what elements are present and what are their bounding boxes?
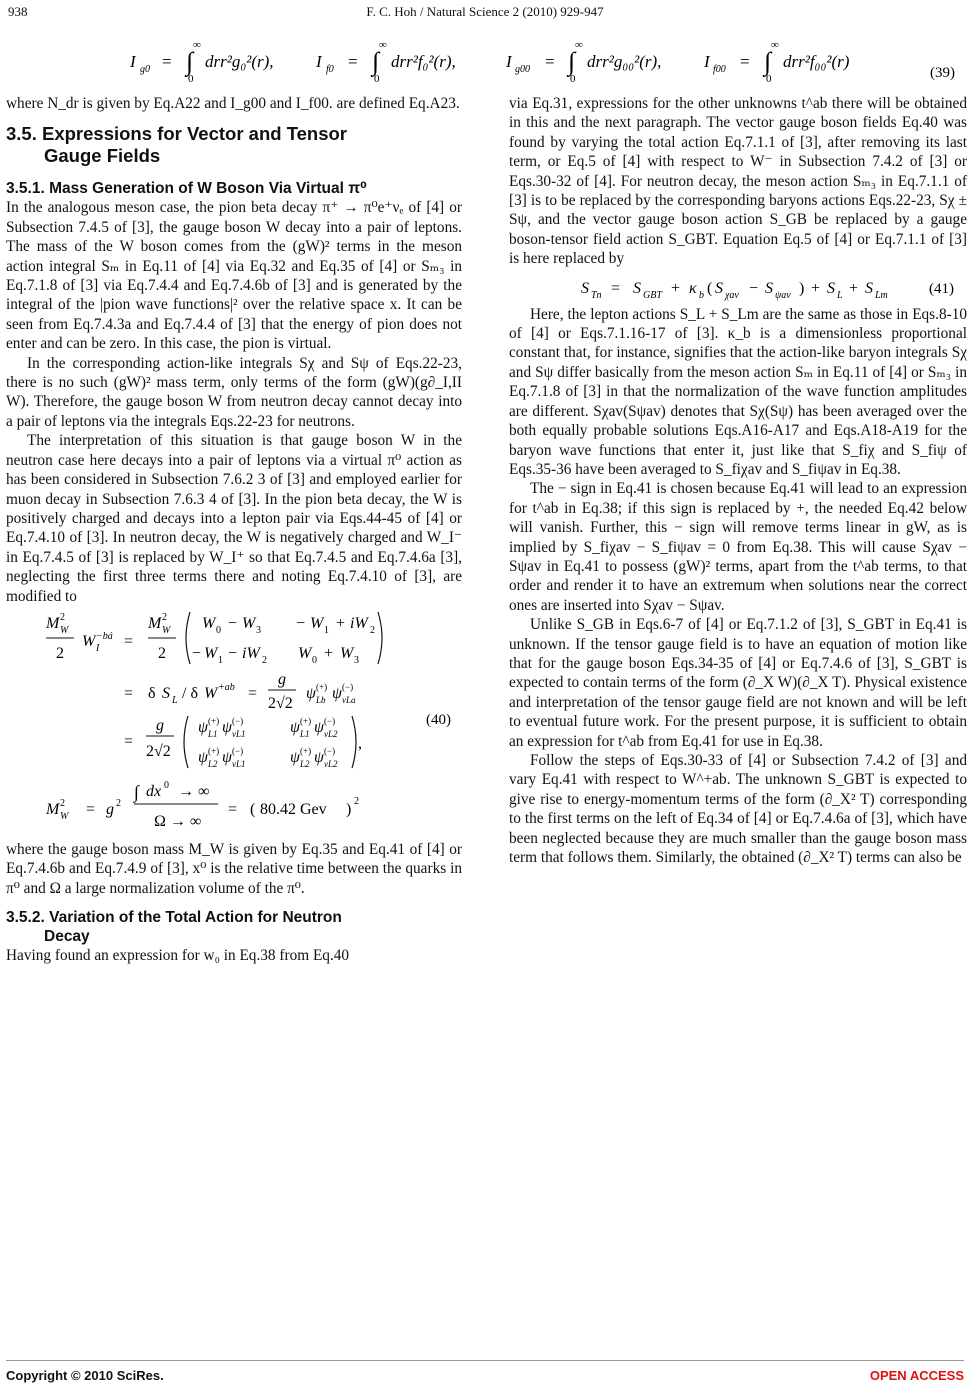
svg-text:iW: iW xyxy=(242,644,260,662)
right-column xyxy=(509,94,967,867)
right-para-3: The − sign in Eq.41 is chosen because Eq.41 will lead to an expression for t^ab in Eq.38; if this sign is replaced by +, the needed Eq.42 below will vanish. Further, this − sign will remove terms linear in gW, as is implied by S_fiχav − S_fiψav = 0 from Eq.38. This will cause Sχav − Sψav in Eq.41 to possess (gW)² terms, apart from the t^ab terms, to that order and render it to have an extremum when solutions near the correct ones are inserted into Sχav − Sψav. xyxy=(509,480,967,614)
svg-text:∫: ∫ xyxy=(134,781,139,802)
svg-text:2: 2 xyxy=(116,797,121,809)
eq39-sub-3: g00 xyxy=(515,64,530,75)
svg-text:W: W xyxy=(60,810,69,822)
svg-text:W: W xyxy=(204,644,218,662)
eq39-lower-4: 0 xyxy=(766,73,772,82)
svg-text:=: = xyxy=(124,632,134,650)
svg-text:L: L xyxy=(837,289,843,301)
svg-text:=: = xyxy=(228,800,238,818)
svg-text:(−): (−) xyxy=(232,745,244,756)
svg-text:/ δ: / δ xyxy=(182,684,198,702)
svg-text:2: 2 xyxy=(60,797,65,809)
section-3-5-2-title-line2: Decay xyxy=(44,928,90,946)
svg-text:ψ: ψ xyxy=(290,748,300,766)
eq39-sub-2: f0 xyxy=(326,64,334,75)
equation-41 xyxy=(509,269,967,305)
svg-text:S: S xyxy=(633,279,641,297)
right-para-4: Unlike S_GB in Eqs.6-7 of [4] or Eq.7.1.2 of [3], S_GBT in Eq.41 is unknown. If the tensor gauge field is to have an equation of motion like that for the gauge boson Eqs.34-35 of [4] or Eq.7.4.6 of [3], S_GBT is expected to contain terms of the form (∂_X W)(∂_X T). Physical existence and interpretation of the tensor gauge field are not known and will be left to eventual future work. For the present purpose, it is sufficient to obtain an expression for t^ab from Eq.41 for use in Eq.38. xyxy=(509,616,967,750)
running-title: F. C. Hoh / Natural Science 2 (2010) 929-947 xyxy=(366,4,604,19)
right-para-2: Here, the lepton actions S_L + S_Lm are the same as those in Eqs.8-10 of [4] or Eqs.7.1.16-17 of [3]. κ_b is a dimensionless proportional constant that, for instance, signifies that the action-like baryon integrals Sχ and Sψ differ basically from the meson action Sₘ in Eq.11 of [4] or Sₘ₃ in Eq.7.1.8 of [3] in that the normalization of the wave function amplitudes are different. Sχav(Sψav) denotes that Sχ(Sψ) has been averaged over the both equally probable solutions Eqs.A16-A17 and Eqs.A18-A19 for the baryon wave functions that enter it, just like that S_fiχ and S_fiψ of Eqs.35-36 have been averaged to S_fiχav and S_fiψav in Eq.38. xyxy=(509,305,967,478)
equation-40-mass xyxy=(6,778,462,840)
eq39-lhs-2: I xyxy=(316,52,322,71)
svg-text:(−): (−) xyxy=(342,681,354,692)
svg-text:→ ∞: → ∞ xyxy=(178,782,210,800)
svg-text:2√2: 2√2 xyxy=(268,694,293,712)
svg-text:L1: L1 xyxy=(208,728,218,739)
eq39-upper-4: ∞ xyxy=(771,39,779,51)
eq40-mass-value: 80.42 Gev xyxy=(260,800,327,818)
equation-39-graphic xyxy=(0,22,970,82)
section-3-5-heading xyxy=(6,123,462,167)
eq39-integrand-2: drr²f₀²(r), xyxy=(391,52,456,71)
svg-text:3: 3 xyxy=(256,624,261,636)
svg-text:(−): (−) xyxy=(324,715,336,726)
svg-text:=: = xyxy=(162,52,172,71)
svg-text:M: M xyxy=(46,614,60,632)
svg-text:1: 1 xyxy=(324,624,329,636)
right-para-5: Follow the steps of Eqs.30-33 of [4] or Subsection 7.4.2 of [3] and vary Eq.41 with respect to W^+ab. The unknown S_GBT is expected to give rise to energy-momentum terms of the form (∂_X² T) corresponding to the first terms on the left of Eq.34 of [4] or Eq.7.4.6a of [3], which have been neglected because they are much smaller than the gauge boson mass term that follows them. Similarly, the obtained (∂_X² T) terms can also be xyxy=(509,752,967,867)
section-3-5-title-line1: Expressions for Vector and Tensor xyxy=(42,123,347,145)
svg-text:=: = xyxy=(545,52,555,71)
svg-text:+: + xyxy=(671,279,681,297)
svg-text:∫: ∫ xyxy=(372,47,380,76)
svg-text:∫: ∫ xyxy=(568,47,576,76)
section-3-5-number: 3.5. xyxy=(6,123,37,145)
left-para-2: In the analogous meson case, the pion beta decay π⁺ → π⁰e⁺νₑ of [4] or Subsection 7.4.5 of [3], the gauge boson W decay into a pair of leptons. The mass of the W boson comes from the (gW)² terms in the meson action integral Sₘ in Eq.11 of [4] via Eq.32 and Eq.35 of [4] or Sₘ₃ in Eq.7.1.8 of [3] via Eq.7.4.4 and Eq.7.4.6b of [3] and is generated by the integral of the |pion wave functions|² over the relative space x. It can be seen from Eq.7.4.3a and Eq.7.4.4 of [3] that the energy of pion does not enter and can be zero. In this case, the pion is virtual. xyxy=(6,199,462,353)
svg-text:GBT: GBT xyxy=(643,289,662,301)
svg-text:2: 2 xyxy=(56,644,64,662)
svg-text:b: b xyxy=(699,289,704,301)
svg-text:ψ: ψ xyxy=(306,684,316,702)
svg-text:−: − xyxy=(749,279,759,297)
svg-text:ψ: ψ xyxy=(222,718,232,736)
svg-text:S: S xyxy=(715,279,723,297)
svg-text:κ: κ xyxy=(689,279,697,297)
svg-text:−: − xyxy=(228,614,238,632)
equation-40-graphic xyxy=(6,606,462,778)
svg-text:−bá: −bá xyxy=(96,630,113,642)
eq39-integrand-1: drr²g₀²(r), xyxy=(205,52,274,71)
svg-text:νLa: νLa xyxy=(342,694,356,705)
svg-text:S: S xyxy=(765,279,773,297)
svg-text:ψ: ψ xyxy=(314,748,324,766)
eq39-lhs-1: I xyxy=(130,52,136,71)
equation-40-mass-graphic xyxy=(6,778,462,840)
section-3-5-2-title-line1: 3.5.2. Variation of the Total Action for Neutron xyxy=(6,909,342,927)
left-para-6: Having found an expression for w₀ in Eq.38 from Eq.40 xyxy=(6,947,350,965)
svg-text:2: 2 xyxy=(158,644,166,662)
right-para-1: via Eq.31, expressions for the other unknowns t^ab there will be obtained in this and the next paragraph. The vector gauge boson fields Eq.40 was found by varying the total action Eq.7.1.1 of [3], after removing its last term, or Eq.5 of [4] with respect to W⁻ in Subsection 7.4.2 of [3] or Eqs.30-32 of [4]. For neutron decay, the meson action Sₘ₃ in Eq.7.1.1 of [3] is to be replaced by the corresponding baryons actions Eqs.22-23, Sχ ± Sψ, and the vector gauge boson action S_GB be replaced by a gauge boson-tensor field action S_GBT. Equation Eq.5 of [4] or Eq.7.1.1 of [3] is here replaced by xyxy=(509,95,967,268)
svg-text:=: = xyxy=(86,800,96,818)
svg-text:νL1: νL1 xyxy=(232,758,246,769)
svg-text:=: = xyxy=(124,732,134,750)
svg-text:g: g xyxy=(156,716,164,734)
svg-text:S: S xyxy=(162,684,170,702)
svg-text:2: 2 xyxy=(262,654,267,666)
svg-text:ψ: ψ xyxy=(332,684,342,702)
svg-text:W: W xyxy=(298,644,312,662)
svg-text:−: − xyxy=(192,644,202,662)
eq39-lhs-4: I xyxy=(704,52,710,71)
svg-text:L2: L2 xyxy=(300,758,310,769)
svg-text:S: S xyxy=(581,279,589,297)
svg-text:): ) xyxy=(346,800,352,818)
svg-text:(+): (+) xyxy=(300,745,312,756)
svg-text:ψ: ψ xyxy=(314,718,324,736)
svg-text:W: W xyxy=(162,624,171,636)
svg-text:δ: δ xyxy=(148,684,156,702)
eq40-number: (40) xyxy=(426,711,451,728)
footer-open-access: OPEN ACCESS xyxy=(869,1368,964,1383)
svg-text:W: W xyxy=(310,614,324,632)
svg-text:3: 3 xyxy=(354,654,359,666)
svg-text:=: = xyxy=(124,684,134,702)
svg-text:ψav: ψav xyxy=(775,289,791,301)
svg-text:ψ: ψ xyxy=(198,718,208,736)
svg-text:I: I xyxy=(96,642,100,654)
eq39-sub-1: g0 xyxy=(140,64,150,75)
svg-text:=: = xyxy=(611,279,621,297)
svg-text:Lm: Lm xyxy=(875,289,888,301)
svg-text:2: 2 xyxy=(354,795,359,807)
svg-text:+: + xyxy=(811,279,821,297)
svg-text:νL1: νL1 xyxy=(232,728,246,739)
svg-text:+: + xyxy=(849,279,859,297)
svg-text:Tn: Tn xyxy=(591,289,602,301)
svg-text:Ω → ∞: Ω → ∞ xyxy=(154,812,202,830)
section-3-5-1-heading: 3.5.1. Mass Generation of W Boson Via Virtual π⁰ xyxy=(6,180,367,198)
eq39-lower-1: 0 xyxy=(188,73,194,82)
section-3-5-2-heading xyxy=(6,908,462,946)
svg-text:(+): (+) xyxy=(208,715,220,726)
equation-39 xyxy=(0,22,970,82)
svg-text:∫: ∫ xyxy=(764,47,772,76)
svg-text:=: = xyxy=(248,684,258,702)
eq39-lower-3: 0 xyxy=(570,73,576,82)
left-para-5: where the gauge boson mass M_W is given by Eq.35 and Eq.41 of [4] or Eq.7.4.6b and Eq.7.4.9 of [3], x⁰ is the relative time between the quarks in π⁰ and Ω a large normalization volume of the π⁰. xyxy=(6,840,462,897)
svg-text:−: − xyxy=(296,614,306,632)
svg-text:(−): (−) xyxy=(232,715,244,726)
svg-text:(+): (+) xyxy=(300,715,312,726)
footer-rule xyxy=(6,1360,964,1361)
svg-text:ψ: ψ xyxy=(290,718,300,736)
svg-text:L: L xyxy=(172,694,178,706)
eq39-lhs-3: I xyxy=(506,52,512,71)
page-number: 938 xyxy=(8,4,28,19)
svg-text:2√2: 2√2 xyxy=(146,742,171,760)
svg-text:νL2: νL2 xyxy=(324,758,338,769)
equation-41-graphic xyxy=(509,269,967,305)
svg-text:W: W xyxy=(82,632,96,650)
svg-text:S: S xyxy=(827,279,835,297)
left-column xyxy=(6,94,462,966)
eq39-sub-4: f00 xyxy=(713,64,726,75)
svg-text:L1: L1 xyxy=(300,728,310,739)
svg-text:(+): (+) xyxy=(208,745,220,756)
svg-text:2: 2 xyxy=(60,611,65,623)
svg-text:+: + xyxy=(324,644,334,662)
svg-text:W: W xyxy=(204,684,218,702)
eq39-upper-1: ∞ xyxy=(193,39,201,51)
svg-text:=: = xyxy=(348,52,358,71)
left-para-1: where N_dr is given by Eq.A22 and I_g00 and I_f00. are defined Eq.A23. xyxy=(6,95,460,112)
footer-copyright: Copyright © 2010 SciRes. xyxy=(6,1368,164,1383)
svg-text:(: ( xyxy=(250,800,256,818)
svg-text:0: 0 xyxy=(164,779,169,791)
svg-text:0: 0 xyxy=(216,624,221,636)
svg-text:1: 1 xyxy=(218,654,223,666)
svg-text:+ab: +ab xyxy=(218,681,235,693)
svg-text:ψ: ψ xyxy=(198,748,208,766)
svg-text:2: 2 xyxy=(370,624,375,636)
eq39-number: (39) xyxy=(930,65,955,81)
svg-text:νL2: νL2 xyxy=(324,728,338,739)
eq39-lower-2: 0 xyxy=(374,73,380,82)
svg-text:iW: iW xyxy=(350,614,368,632)
svg-text:M: M xyxy=(46,800,60,818)
section-3-5-title-line2: Gauge Fields xyxy=(44,145,161,167)
svg-text:g: g xyxy=(106,800,114,818)
left-para-3: In the corresponding action-like integrals Sχ and Sψ of Eqs.22-23, there is no such (gW)² mass term, only terms of the form (gW)(g∂_I,II W). Therefore, the gauge boson W from neutron decay cannot decay into a pair of leptons via the integrals Eqs.22-23 for neutrons. xyxy=(6,354,462,430)
svg-text:g: g xyxy=(278,670,286,688)
svg-text:S: S xyxy=(865,279,873,297)
eq39-upper-2: ∞ xyxy=(379,39,387,51)
svg-text:): ) xyxy=(799,279,805,297)
svg-text:(: ( xyxy=(707,279,713,297)
svg-text:W: W xyxy=(60,624,69,636)
svg-text:W: W xyxy=(242,614,256,632)
svg-text:−: − xyxy=(228,644,238,662)
svg-text:L2: L2 xyxy=(208,758,218,769)
equation-40 xyxy=(6,606,462,778)
svg-text:Lb: Lb xyxy=(316,694,326,705)
svg-text:2: 2 xyxy=(162,611,167,623)
svg-text:0: 0 xyxy=(312,654,317,666)
svg-text:W: W xyxy=(202,614,216,632)
eq41-number: (41) xyxy=(929,280,954,297)
svg-text:W: W xyxy=(340,644,354,662)
svg-text:,: , xyxy=(358,734,362,752)
svg-text:+: + xyxy=(336,614,346,632)
svg-text:(+): (+) xyxy=(316,681,328,692)
svg-text:=: = xyxy=(740,52,750,71)
eq39-upper-3: ∞ xyxy=(575,39,583,51)
svg-text:M: M xyxy=(148,614,162,632)
svg-text:∫: ∫ xyxy=(186,47,194,76)
eq39-integrand-3: drr²g₀₀²(r), xyxy=(587,52,662,71)
svg-text:(−): (−) xyxy=(324,745,336,756)
left-para-4: The interpretation of this situation is that gauge boson W in the neutron case here decays into a pair of leptons via a virtual π⁰ action as has been considered in Subsection 7.6.2 3 of [3] and employed earlier for muon decay in Subsection 7.6.3 4 of [3]. In the pion beta decay, the W is positively charged and decays into a lepton pair via Eqs.44-45 of [4] or Eq.7.4.10 of [3]. In neutron decay, the W is negatively charged and W_I⁻ in Eq.7.4.5 of [3] is replaced by W_I⁺ so that Eq.7.4.5 and Eq.7.4.6a [3], neglecting the first three terms there and noting Eq.7.4.10 of [3], are modified to xyxy=(6,432,462,605)
svg-text:ψ: ψ xyxy=(222,748,232,766)
svg-text:χav: χav xyxy=(725,289,739,301)
eq39-integrand-4: drr²f₀₀²(r) xyxy=(783,52,850,71)
svg-text:dx: dx xyxy=(146,782,162,800)
